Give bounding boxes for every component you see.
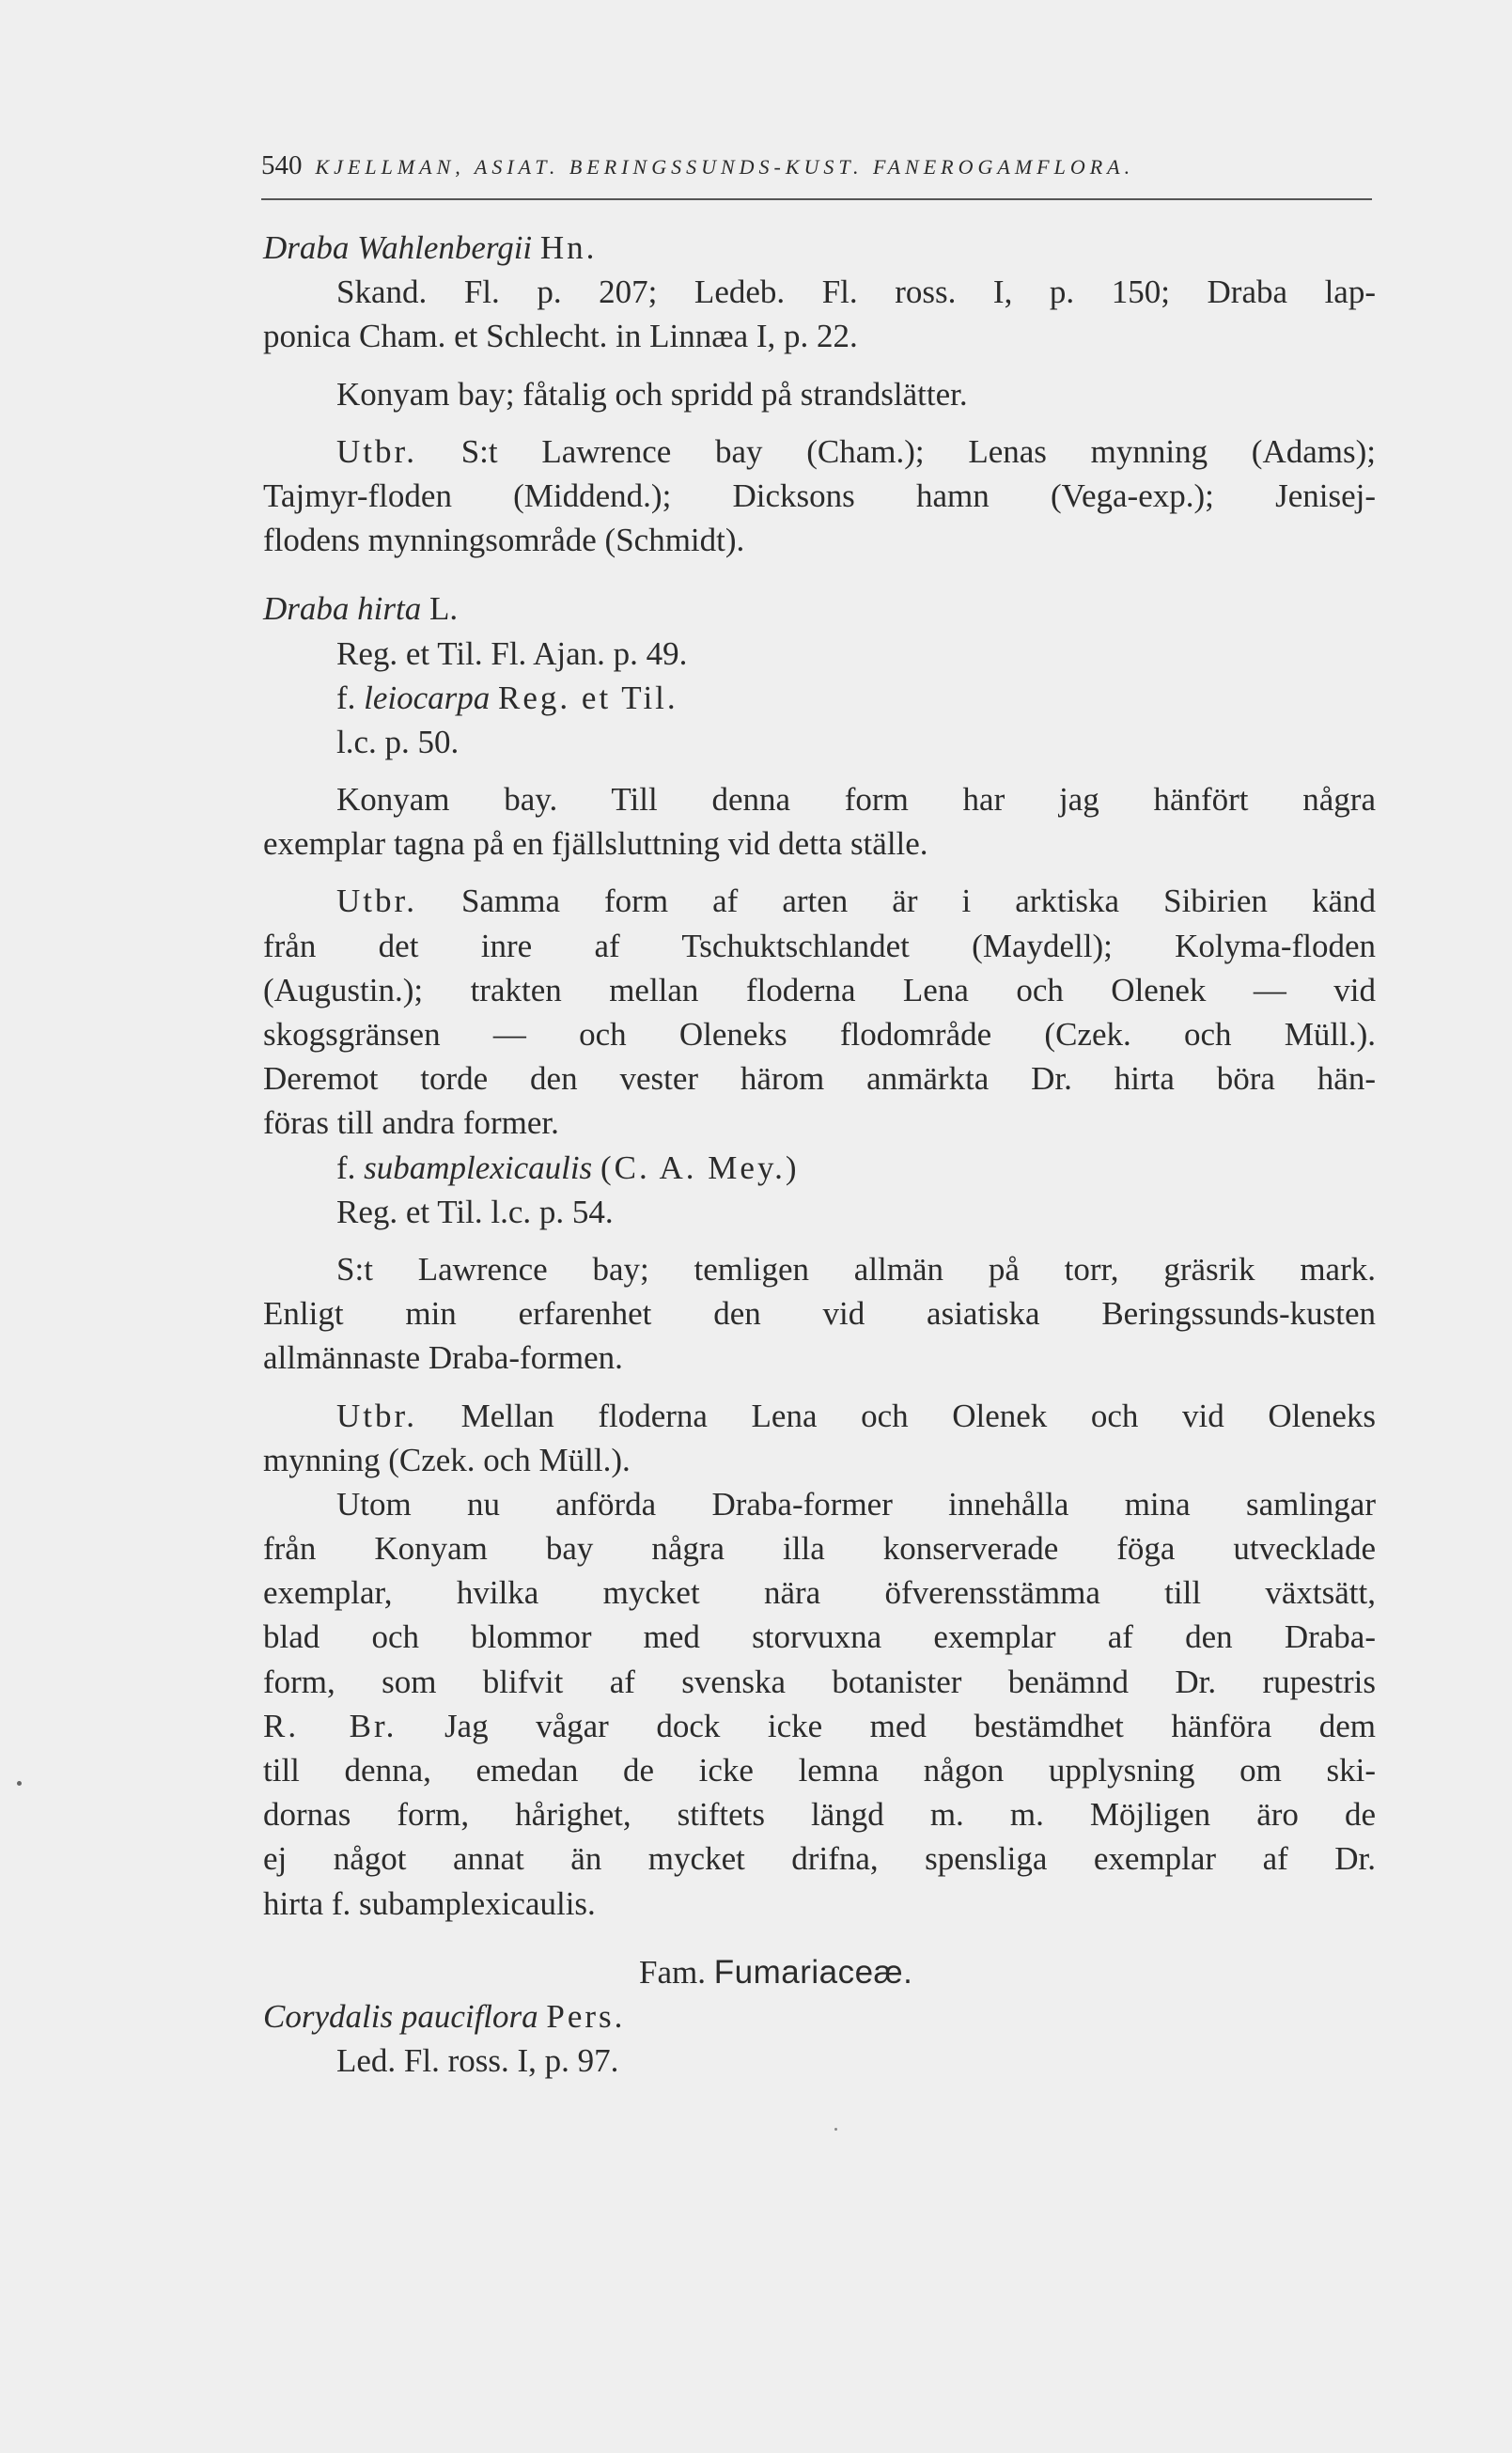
reference-line: Skand. Fl. p. 207; Ledeb. Fl. ross. I, p. 150; Draba lap-: [336, 273, 1376, 311]
distribution-line: skogsgränsen — och Oleneks flodområde (Czek. och Müll.).: [263, 1016, 1376, 1053]
page-header: [261, 147, 1372, 186]
distribution-line: [263, 430, 1376, 474]
distribution-label: Utbr.: [336, 1397, 417, 1434]
locality-line: S:t Lawrence bay; temligen allmän på torr, gräsrik mark.: [336, 1250, 1376, 1288]
distribution-line: [263, 1394, 1376, 1438]
spacer: [263, 1381, 1376, 1394]
distribution-line: Deremot torde den vester härom anmärkta Dr. hirta böra hän-: [263, 1060, 1376, 1098]
taxon-name: Corydalis pauciflora: [263, 1997, 538, 2035]
note-line: dornas form, hårighet, stiftets längd m. m. Möjligen äro de: [263, 1796, 1376, 1834]
taxon-name: Draba Wahlenbergii: [263, 229, 533, 266]
reference-line: Reg. et Til. l.c. p. 54.: [336, 1193, 614, 1230]
family-label: Fam.: [639, 1953, 706, 1991]
reference-line: l.c. p. 50.: [336, 723, 460, 760]
taxon-author: Hn.: [539, 229, 598, 266]
form-author: Reg. et Til.: [498, 679, 678, 716]
distribution-label: Utbr.: [336, 432, 417, 470]
family-heading: [263, 1950, 1376, 1994]
note-line: blad och blommor med storvuxna exemplar af den Draba-: [263, 1618, 1376, 1656]
spacer: [263, 359, 1376, 372]
distribution-text: Mellan floderna Lena och Olenek och vid Oleneks: [460, 1397, 1377, 1434]
spacer: [263, 562, 1376, 586]
distribution-label: Utbr.: [336, 883, 417, 920]
form-name: leiocarpa: [364, 679, 491, 716]
note-line: [263, 1704, 1376, 1748]
entry-draba-hirta-title: [263, 586, 1376, 631]
form-line: [263, 1146, 1376, 1190]
entry-corydalis-title: [263, 1994, 1376, 2039]
distribution-line: föras till andra former.: [263, 1104, 559, 1142]
author-abbrev: R. Br.: [263, 1707, 397, 1744]
header-rule: [261, 198, 1372, 200]
page-number: 540: [261, 150, 303, 180]
form-prefix: f.: [336, 1148, 356, 1186]
distribution-text: S:t Lawrence bay (Cham.); Lenas mynning (Adams);: [460, 432, 1376, 470]
spacer: [263, 866, 1376, 879]
note-line: ej något annat än mycket drifna, spensliga exemplar af Dr.: [263, 1840, 1376, 1878]
distribution-line: [263, 879, 1376, 923]
form-author: (C. A. Mey.): [600, 1148, 800, 1186]
note-line: hirta f. subamplexicaulis.: [263, 1884, 596, 1922]
form-prefix: f.: [336, 679, 356, 716]
entry-draba-wahlenbergii-title: [263, 226, 1376, 270]
note-line: till denna, emedan de icke lemna någon upplysning om ski-: [263, 1752, 1376, 1789]
reference-line: ponica Cham. et Schlecht. in Linnæa I, p. 22.: [263, 318, 858, 355]
running-head: KJELLMAN, ASIAT. BERINGSSUNDS-KUST. FANEROGAMFLORA.: [315, 155, 1135, 179]
distribution-line: Tajmyr-floden (Middend.); Dicksons hamn (Vega-exp.); Jenisej-: [263, 477, 1376, 514]
body-text: [263, 226, 1376, 2083]
note-line: Utom nu anförda Draba-former innehålla mina samlingar: [336, 1485, 1376, 1523]
note-line: exemplar, hvilka mycket nära öfverensstämma till växtsätt,: [263, 1574, 1376, 1612]
spacer: [263, 764, 1376, 777]
note-text: Jag vågar dock icke med bestämdhet hänföra dem: [444, 1707, 1376, 1744]
page-speck: [834, 2128, 837, 2131]
family-name: Fumariaceæ.: [713, 1953, 913, 1991]
taxon-author: L.: [429, 590, 459, 628]
taxon-name: Draba hirta: [263, 590, 422, 628]
spacer: [263, 1234, 1376, 1247]
note-line: från Konyam bay några illa konserverade föga utvecklade: [263, 1530, 1376, 1568]
locality-line: exemplar tagna på en fjällsluttning vid detta ställe.: [263, 825, 928, 863]
distribution-line: flodens mynningsområde (Schmidt).: [263, 522, 745, 559]
locality-line: Konyam bay; fåtalig och spridd på strandslätter.: [336, 375, 968, 413]
note-line: form, som blifvit af svenska botanister benämnd Dr. rupestris: [263, 1663, 1376, 1700]
form-name: subamplexicaulis: [364, 1148, 593, 1186]
locality-line: Enligt min erfarenhet den vid asiatiska Beringssunds-kusten: [263, 1295, 1376, 1333]
spacer: [263, 1926, 1376, 1950]
locality-line: Konyam bay. Till denna form har jag hänfört några: [336, 781, 1376, 819]
distribution-text: Samma form af arten är i arktiska Sibirien känd: [461, 883, 1376, 920]
margin-speck: [17, 1781, 22, 1786]
spacer: [263, 416, 1376, 430]
distribution-line: (Augustin.); trakten mellan floderna Lena och Olenek — vid: [263, 971, 1376, 1008]
distribution-line: mynning (Czek. och Müll.).: [263, 1441, 631, 1478]
reference-line: Reg. et Til. Fl. Ajan. p. 49.: [336, 634, 688, 672]
form-line: [263, 676, 1376, 720]
locality-line: allmännaste Draba-formen.: [263, 1339, 623, 1377]
reference-line: Led. Fl. ross. I, p. 97.: [336, 2042, 619, 2080]
distribution-line: från det inre af Tschuktschlandet (Maydell); Kolyma-floden: [263, 927, 1376, 964]
taxon-author: Pers.: [546, 1997, 626, 2035]
